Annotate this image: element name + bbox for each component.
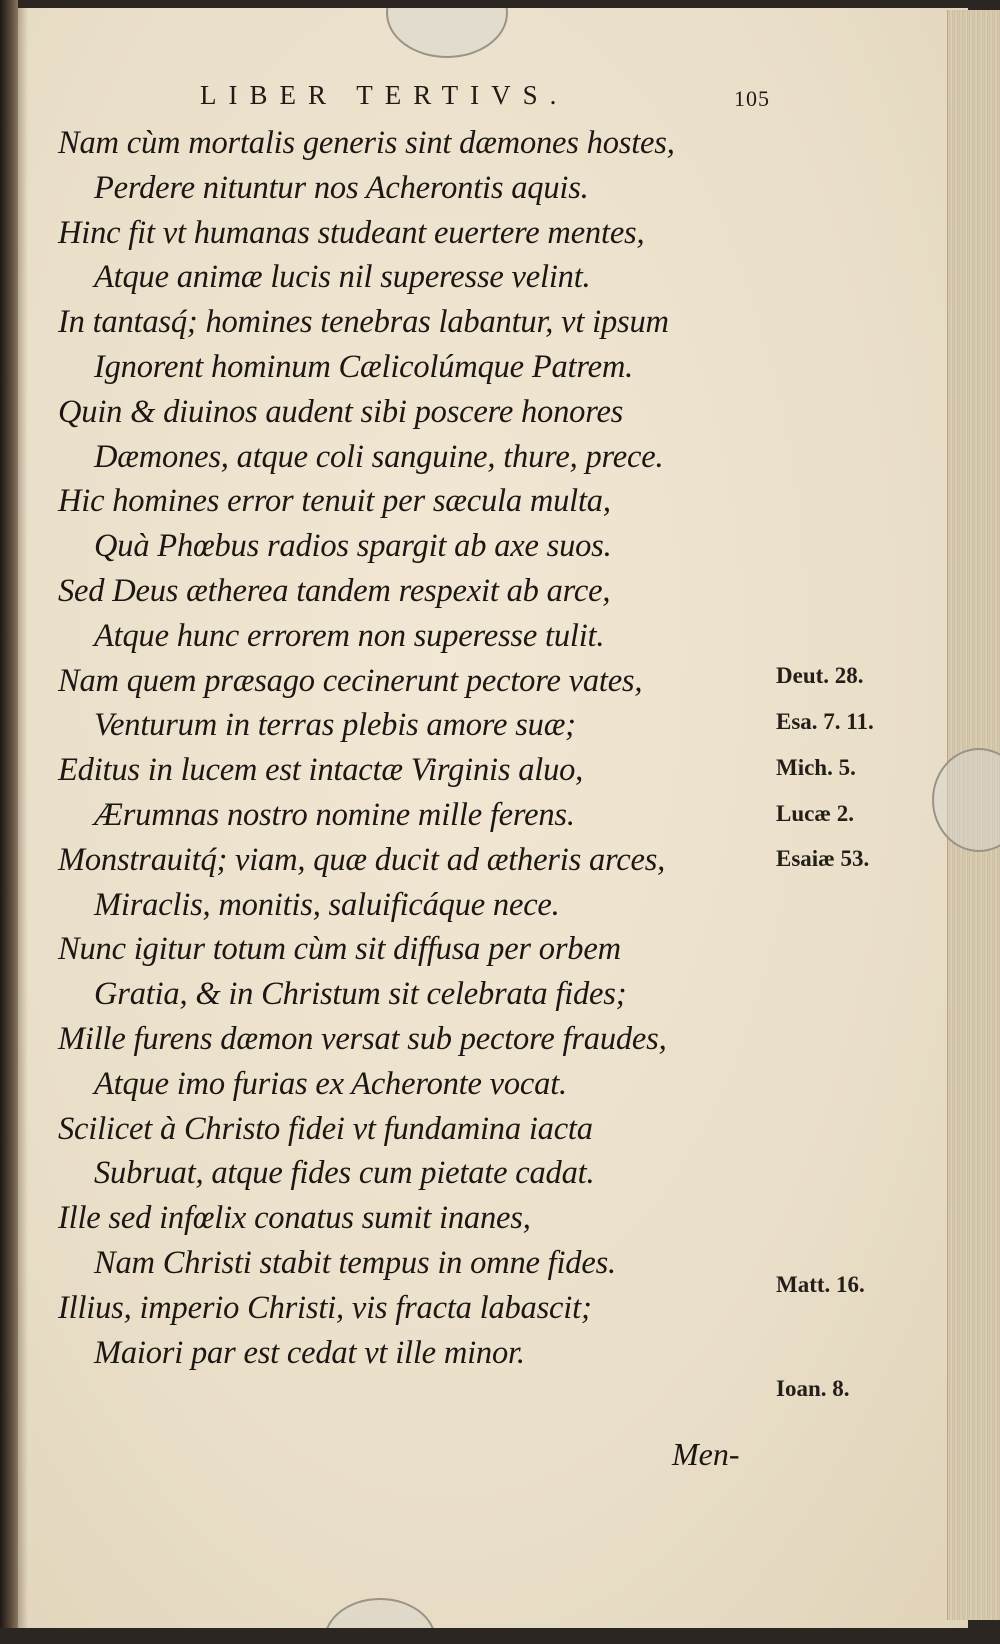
book-page <box>18 8 968 1630</box>
verse-line: Miraclis, monitis, saluificáque nece. <box>94 886 560 923</box>
background-bottom <box>0 1628 1000 1644</box>
marginal-note: Deut. 28. <box>776 663 864 688</box>
marginal-note: Esaiæ 53. <box>776 846 870 871</box>
page-number: 105 <box>734 86 770 111</box>
verse-line: Ærumnas nostro nomine mille ferens. <box>94 796 575 833</box>
paper-clip-top <box>386 8 508 58</box>
verse-line: Sed Deus ætherea tandem respexit ab arce, <box>58 572 611 609</box>
verse-line: Atque hunc errorem non superesse tulit. <box>94 617 605 654</box>
verse-line: Ille sed infœlix conatus sumit inanes, <box>58 1200 531 1237</box>
running-head: LIBER TERTIVS. <box>200 80 569 110</box>
marginal-note: Mich. 5. <box>776 755 856 780</box>
verse-line: Mille furens dæmon versat sub pectore fraudes, <box>58 1020 667 1057</box>
verse-line: Venturum in terras plebis amore suæ; <box>94 707 576 744</box>
book-spine-edge <box>0 0 18 1644</box>
page-gutter-shadow <box>18 8 28 1630</box>
verse-line: Maiori par est cedat vt ille minor. <box>94 1334 525 1371</box>
verse-line: Nunc igitur totum cùm sit diffusa per orbem <box>58 931 621 968</box>
verse-line: In tantasq́; homines tenebras labantur, vt ipsum <box>58 304 669 341</box>
verse-line: Monstrauitq́; viam, quæ ducit ad ætheris arces, <box>58 841 666 878</box>
verse-line: Nam quem præsago cecinerunt pectore vates, <box>58 662 643 699</box>
verse-line: Atque animæ lucis nil superesse velint. <box>94 259 591 296</box>
verse-line: Gratia, & in Christum sit celebrata fides; <box>94 976 627 1013</box>
verse-line: Quà Phœbus radios spargit ab axe suos. <box>94 528 612 565</box>
marginal-note: Lucæ 2. <box>776 801 854 826</box>
verse-line: Editus in lucem est intactæ Virginis aluo, <box>58 752 584 789</box>
verse-line: Nam cùm mortalis generis sint dæmones hostes, <box>58 125 675 161</box>
verse-line: Scilicet à Christo fidei vt fundamina iacta <box>58 1110 593 1147</box>
verse-line: Ignorent hominum Cælicolúmque Patrem. <box>94 348 634 385</box>
verse-line: Atque imo furias ex Acheronte vocat. <box>94 1065 567 1102</box>
verse-line: Dæmones, atque coli sanguine, thure, prece. <box>94 438 664 475</box>
catchword: Men- <box>672 1436 740 1472</box>
verse-line: Subruat, atque fides cum pietate cadat. <box>94 1155 595 1192</box>
verse-line: Hinc fit vt humanas studeant euertere mentes, <box>58 214 645 251</box>
verse-line: Nam Christi stabit tempus in omne fides. <box>94 1244 616 1281</box>
verse-line: Hic homines error tenuit per sæcula multa, <box>58 483 611 520</box>
paper-clip-bottom <box>324 1598 436 1630</box>
verse-line: Quin & diuinos audent sibi poscere honores <box>58 393 624 430</box>
marginal-note: Matt. 16. <box>776 1272 865 1297</box>
verse-list <box>18 121 798 1375</box>
marginal-note: Ioan. 8. <box>776 1376 850 1401</box>
marginal-note: Esa. 7. 11. <box>776 709 874 734</box>
verse-line: Perdere nituntur nos Acherontis aquis. <box>94 169 589 206</box>
verse-line: Illius, imperio Christi, vis fracta labascit; <box>58 1289 592 1326</box>
